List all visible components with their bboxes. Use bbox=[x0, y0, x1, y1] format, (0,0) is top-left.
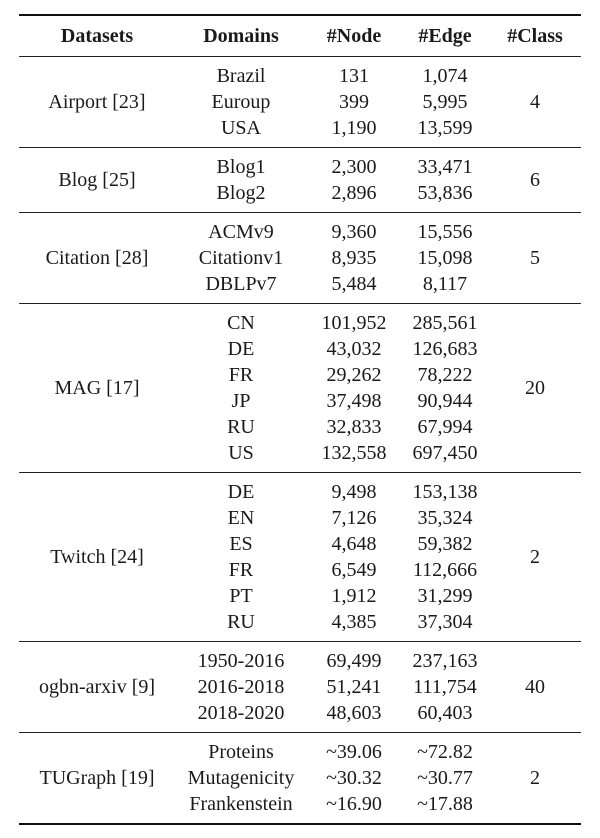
domain-cell bbox=[175, 473, 307, 642]
domain-cell-value: DBLPv7 bbox=[205, 273, 277, 295]
domain-cell bbox=[175, 304, 307, 473]
node-count-cell-value: 51,241 bbox=[326, 676, 382, 698]
dataset-statistics-table-wrapper bbox=[19, 14, 581, 825]
table-row bbox=[19, 733, 581, 825]
node-count-cell-value: 1,912 bbox=[331, 585, 377, 607]
domain-cell-value: 2016-2018 bbox=[197, 676, 285, 698]
node-count-cell-value: 4,648 bbox=[331, 533, 377, 555]
edge-count-cell-value: 111,754 bbox=[413, 676, 477, 698]
node-count-cell-value: 69,499 bbox=[326, 650, 382, 672]
domain-cell-value: Brazil bbox=[216, 65, 266, 87]
domain-cell bbox=[175, 57, 307, 148]
node-count-cell-value: 9,360 bbox=[331, 221, 377, 243]
edge-count-cell-value: 78,222 bbox=[417, 364, 473, 386]
edge-count-cell-value: ~72.82 bbox=[417, 741, 473, 763]
class-count-cell: 2 bbox=[530, 767, 540, 789]
header-class: #Class bbox=[507, 25, 563, 47]
node-count-cell-value: 101,952 bbox=[321, 312, 387, 334]
dataset-group bbox=[19, 473, 581, 642]
dataset-name-cell: Twitch [24] bbox=[50, 546, 144, 568]
dataset-group bbox=[19, 733, 581, 825]
table-row bbox=[19, 148, 581, 213]
edge-count-cell-value: 237,163 bbox=[412, 650, 478, 672]
node-count-cell-value: 4,385 bbox=[331, 611, 377, 633]
edge-count-cell-value: 53,836 bbox=[417, 182, 473, 204]
edge-count-cell-value: 60,403 bbox=[417, 702, 473, 724]
node-count-cell-value: ~16.90 bbox=[326, 793, 382, 815]
table-row bbox=[19, 642, 581, 733]
edge-count-cell bbox=[401, 473, 489, 642]
table-row bbox=[19, 213, 581, 304]
domain-cell bbox=[175, 148, 307, 213]
edge-count-cell-value: 285,561 bbox=[412, 312, 478, 334]
domain-cell bbox=[175, 642, 307, 733]
dataset-name-cell: Blog [25] bbox=[58, 169, 136, 191]
domain-cell-value: FR bbox=[228, 559, 254, 581]
edge-count-cell-value: 37,304 bbox=[417, 611, 473, 633]
node-count-cell-value: ~39.06 bbox=[326, 741, 382, 763]
edge-count-cell-value: 153,138 bbox=[412, 481, 478, 503]
edge-count-cell-value: 90,944 bbox=[417, 390, 473, 412]
node-count-cell bbox=[307, 473, 401, 642]
domain-cell-value: JP bbox=[231, 390, 251, 412]
domain-cell bbox=[175, 213, 307, 304]
class-count-cell: 2 bbox=[530, 546, 540, 568]
node-count-cell-value: 2,896 bbox=[331, 182, 377, 204]
node-count-cell-value: 8,935 bbox=[331, 247, 377, 269]
node-count-cell-value: 5,484 bbox=[331, 273, 377, 295]
class-count-cell: 4 bbox=[530, 91, 540, 113]
node-count-cell bbox=[307, 213, 401, 304]
edge-count-cell-value: 13,599 bbox=[417, 117, 473, 139]
domain-cell-value: US bbox=[228, 442, 254, 464]
domain-cell-value: DE bbox=[227, 481, 255, 503]
node-count-cell-value: 132,558 bbox=[321, 442, 387, 464]
node-count-cell bbox=[307, 733, 401, 825]
header-edge: #Edge bbox=[418, 25, 472, 47]
dataset-group bbox=[19, 642, 581, 733]
table-row bbox=[19, 473, 581, 642]
edge-count-cell bbox=[401, 733, 489, 825]
domain-cell-value: Mutagenicity bbox=[187, 767, 295, 789]
node-count-cell bbox=[307, 304, 401, 473]
node-count-cell-value: 131 bbox=[339, 65, 369, 87]
domain-cell-value: CN bbox=[227, 312, 255, 334]
domain-cell-value: RU bbox=[227, 611, 255, 633]
node-count-cell-value: 1,190 bbox=[331, 117, 377, 139]
edge-count-cell-value: 126,683 bbox=[412, 338, 478, 360]
edge-count-cell bbox=[401, 642, 489, 733]
domain-cell-value: USA bbox=[220, 117, 261, 139]
node-count-cell bbox=[307, 57, 401, 148]
table-row bbox=[19, 57, 581, 148]
dataset-group bbox=[19, 148, 581, 213]
table-row bbox=[19, 304, 581, 473]
node-count-cell-value: 6,549 bbox=[331, 559, 377, 581]
domain-cell-value: RU bbox=[227, 416, 255, 438]
edge-count-cell-value: 31,299 bbox=[417, 585, 473, 607]
domain-cell-value: Citationv1 bbox=[198, 247, 284, 269]
node-count-cell-value: 43,032 bbox=[326, 338, 382, 360]
dataset-group bbox=[19, 57, 581, 148]
domain-cell bbox=[175, 733, 307, 825]
header-row bbox=[19, 15, 581, 57]
node-count-cell-value: 2,300 bbox=[331, 156, 377, 178]
edge-count-cell-value: 1,074 bbox=[422, 65, 468, 87]
domain-cell-value: EN bbox=[227, 507, 255, 529]
dataset-statistics-table bbox=[19, 14, 581, 825]
header-domains: Domains bbox=[203, 25, 279, 47]
domain-cell-value: Blog2 bbox=[216, 182, 266, 204]
dataset-group bbox=[19, 213, 581, 304]
class-count-cell: 40 bbox=[525, 676, 545, 698]
edge-count-cell-value: 33,471 bbox=[417, 156, 473, 178]
node-count-cell-value: 399 bbox=[339, 91, 369, 113]
edge-count-cell-value: 5,995 bbox=[422, 91, 468, 113]
edge-count-cell bbox=[401, 304, 489, 473]
node-count-cell-value: 32,833 bbox=[326, 416, 382, 438]
domain-cell-value: FR bbox=[228, 364, 254, 386]
domain-cell-value: PT bbox=[229, 585, 253, 607]
dataset-name-cell: TUGraph [19] bbox=[39, 767, 155, 789]
node-count-cell-value: 9,498 bbox=[331, 481, 377, 503]
node-count-cell-value: 48,603 bbox=[326, 702, 382, 724]
edge-count-cell-value: 59,382 bbox=[417, 533, 473, 555]
dataset-name-cell: Airport [23] bbox=[48, 91, 146, 113]
edge-count-cell-value: 15,098 bbox=[417, 247, 473, 269]
class-count-cell: 20 bbox=[525, 377, 545, 399]
domain-cell-value: ACMv9 bbox=[208, 221, 274, 243]
dataset-name-cell: ogbn-arxiv [9] bbox=[38, 676, 156, 698]
domain-cell-value: Blog1 bbox=[216, 156, 266, 178]
node-count-cell-value: 29,262 bbox=[326, 364, 382, 386]
node-count-cell-value: 7,126 bbox=[331, 507, 377, 529]
node-count-cell-value: 37,498 bbox=[326, 390, 382, 412]
dataset-group bbox=[19, 304, 581, 473]
node-count-cell bbox=[307, 148, 401, 213]
dataset-name-cell: MAG [17] bbox=[54, 377, 140, 399]
domain-cell-value: Frankenstein bbox=[189, 793, 293, 815]
edge-count-cell-value: 8,117 bbox=[422, 273, 468, 295]
domain-cell-value: ES bbox=[229, 533, 253, 555]
class-count-cell: 5 bbox=[530, 247, 540, 269]
edge-count-cell-value: 67,994 bbox=[417, 416, 473, 438]
domain-cell-value: Proteins bbox=[208, 741, 274, 763]
header-node: #Node bbox=[326, 25, 382, 47]
edge-count-cell-value: ~17.88 bbox=[417, 793, 473, 815]
dataset-name-cell: Citation [28] bbox=[45, 247, 149, 269]
node-count-cell bbox=[307, 642, 401, 733]
class-count-cell: 6 bbox=[530, 169, 540, 191]
domain-cell-value: DE bbox=[227, 338, 255, 360]
header-datasets: Datasets bbox=[60, 25, 134, 47]
domain-cell-value: 1950-2016 bbox=[197, 650, 285, 672]
edge-count-cell bbox=[401, 57, 489, 148]
domain-cell-value: Euroup bbox=[211, 91, 271, 113]
edge-count-cell bbox=[401, 148, 489, 213]
edge-count-cell bbox=[401, 213, 489, 304]
edge-count-cell-value: 15,556 bbox=[417, 221, 473, 243]
edge-count-cell-value: 112,666 bbox=[412, 559, 478, 581]
edge-count-cell-value: ~30.77 bbox=[417, 767, 473, 789]
edge-count-cell-value: 35,324 bbox=[417, 507, 473, 529]
domain-cell-value: 2018-2020 bbox=[197, 702, 285, 724]
edge-count-cell-value: 697,450 bbox=[412, 442, 478, 464]
node-count-cell-value: ~30.32 bbox=[326, 767, 382, 789]
